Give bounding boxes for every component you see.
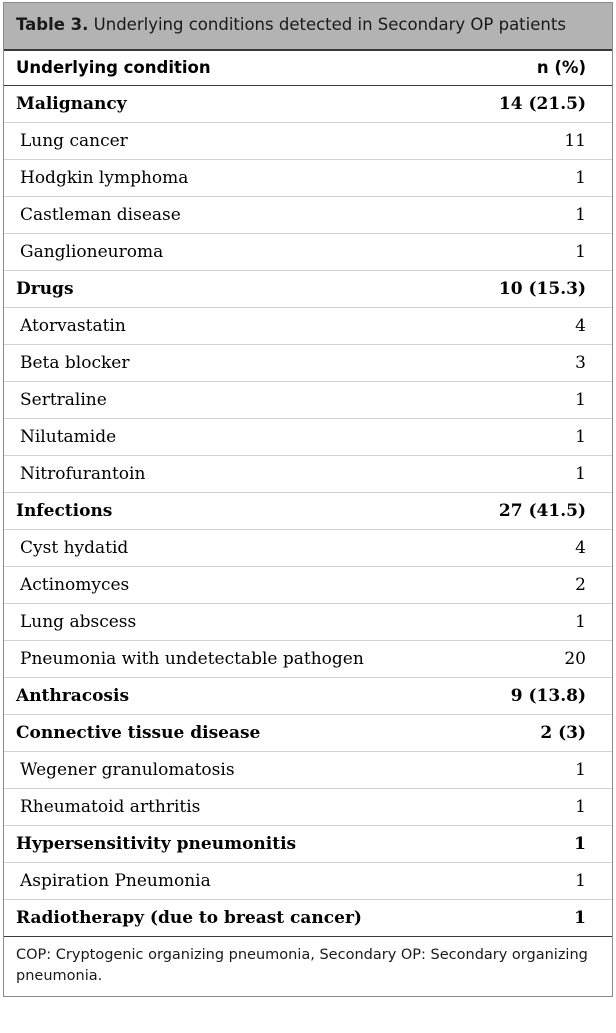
cell-condition: Wegener granulomatosis [4,751,459,788]
underlying-conditions-table [4,51,612,937]
table-row [4,825,612,862]
table-caption [4,3,612,51]
table-row [4,788,612,825]
table-row [4,196,612,233]
cell-n-percent: 2 (3) [459,714,612,751]
table-row [4,862,612,899]
table-row [4,307,612,344]
table-row [4,418,612,455]
cell-n-percent: 1 [459,751,612,788]
cell-condition: Hodgkin lymphoma [4,159,459,196]
cell-condition: Nitrofurantoin [4,455,459,492]
cell-condition: Cyst hydatid [4,529,459,566]
cell-n-percent: 1 [459,233,612,270]
cell-condition: Aspiration Pneumonia [4,862,459,899]
table-row [4,233,612,270]
cell-condition: Atorvastatin [4,307,459,344]
table-row [4,455,612,492]
table-footnote: COP: Cryptogenic organizing pneumonia, Secondary OP: Secondary organizing pneumonia. [16,946,588,984]
cell-n-percent: 1 [459,159,612,196]
table-caption-text: Underlying conditions detected in Secondary OP patients [88,15,566,34]
cell-n-percent: 1 [459,899,612,936]
table-row [4,122,612,159]
column-header-n-percent: n (%) [459,51,612,86]
table-row [4,899,612,936]
cell-n-percent: 1 [459,381,612,418]
cell-n-percent: 1 [459,455,612,492]
table-row [4,344,612,381]
cell-condition: Drugs [4,270,459,307]
table-header [4,51,612,86]
cell-condition: Infections [4,492,459,529]
cell-n-percent: 4 [459,307,612,344]
table-body [4,85,612,936]
table-row [4,751,612,788]
table-row [4,714,612,751]
cell-condition: Pneumonia with undetectable pathogen [4,640,459,677]
cell-n-percent: 10 (15.3) [459,270,612,307]
cell-condition: Beta blocker [4,344,459,381]
cell-n-percent: 11 [459,122,612,159]
cell-n-percent: 20 [459,640,612,677]
cell-n-percent: 4 [459,529,612,566]
cell-condition: Actinomyces [4,566,459,603]
cell-condition: Nilutamide [4,418,459,455]
table-row [4,640,612,677]
cell-n-percent: 2 [459,566,612,603]
cell-condition: Castleman disease [4,196,459,233]
cell-condition: Malignancy [4,85,459,122]
cell-n-percent: 1 [459,418,612,455]
cell-n-percent: 1 [459,825,612,862]
cell-condition: Ganglioneuroma [4,233,459,270]
table-row [4,381,612,418]
cell-condition: Connective tissue disease [4,714,459,751]
cell-condition: Anthracosis [4,677,459,714]
cell-condition: Rheumatoid arthritis [4,788,459,825]
table-row [4,492,612,529]
table-row [4,270,612,307]
table-caption-label: Table 3. [16,15,89,34]
cell-n-percent: 3 [459,344,612,381]
table-row [4,159,612,196]
cell-condition: Radiotherapy (due to breast cancer) [4,899,459,936]
cell-n-percent: 9 (13.8) [459,677,612,714]
table-row [4,603,612,640]
cell-condition: Lung abscess [4,603,459,640]
cell-n-percent: 14 (21.5) [459,85,612,122]
table-row [4,566,612,603]
table-container [3,2,613,997]
table-row [4,677,612,714]
column-header-condition: Underlying condition [4,51,459,86]
cell-n-percent: 1 [459,196,612,233]
cell-n-percent: 1 [459,788,612,825]
table-row [4,529,612,566]
cell-n-percent: 1 [459,603,612,640]
cell-condition: Lung cancer [4,122,459,159]
table-row [4,85,612,122]
cell-n-percent: 27 (41.5) [459,492,612,529]
cell-condition: Hypersensitivity pneumonitis [4,825,459,862]
cell-condition: Sertraline [4,381,459,418]
cell-n-percent: 1 [459,862,612,899]
table-header-row [4,51,612,86]
